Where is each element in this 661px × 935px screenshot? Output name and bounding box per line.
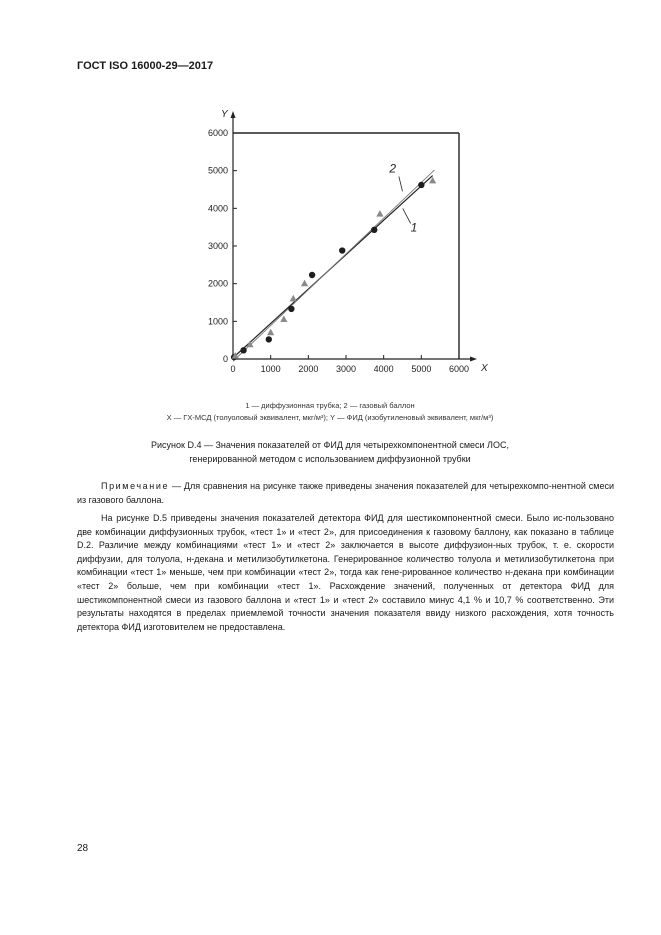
data-point-triangle [280,315,287,322]
x-tick-label: 2000 [298,364,319,374]
y-tick-label: 2000 [207,278,228,289]
y-axis-label: Y [221,109,228,120]
data-point-circle [371,227,377,233]
page-number: 28 [77,843,89,854]
y-tick-label: 1000 [207,316,228,327]
document-header: ГОСТ ISO 16000-29—2017 [77,60,214,72]
line-label-1: 1 [410,220,418,235]
data-point-circle [266,336,272,342]
line-label-2-leader [399,176,403,191]
fit-line-2 [233,170,435,361]
x-tick-label: 0 [230,364,236,374]
data-point-triangle [376,210,383,217]
figure-caption-line1: Рисунок D.4 — Значения показателей от ФИД для четырехкомпонентной смеси ЛОС, [151,440,509,450]
data-point-circle [240,347,246,353]
figure-legend-line2: X — ГХ-МСД (толуоловый эквивалент, мкг/м³); Y — ФИД (изобутиленовый эквивалент, мкг/м³) [166,413,494,422]
y-tick-label: 6000 [207,128,228,138]
x-tick-label: 5000 [411,364,432,374]
x-tick-label: 6000 [448,364,470,374]
data-point-triangle [290,295,297,302]
data-point-triangle [301,280,308,287]
data-points [231,177,436,360]
y-tick-label: 5000 [207,165,228,176]
figure-caption-line2: генерированной методом с использованием диффузионной трубки [189,454,471,464]
line-label-2: 2 [389,161,397,176]
axes [208,109,488,374]
fit-lines [233,162,435,362]
x-tick-label: 4000 [373,364,394,374]
note-text: — Для сравнения на рисунке также приведены значения показателей для четырехкомпо-нентной смеси из газового баллона. [77,481,614,505]
data-point-triangle [267,329,274,336]
x-axis-arrow [470,357,477,362]
x-axis-label: X [481,363,488,374]
body-paragraph: На рисунке D.5 приведены значения показателей детектора ФИД для шестикомпонентной смеси. Было ис-пользовано две комбинации диффузионных трубок, «тест 1» и «тест 2», для присоединения к газовому баллону, как показано в таблице D.2. Различие между комбинациями «тест 1» и «тест 2» заключается в высоте диффузион-ных трубок, т. е. скорости диффузии, для толуола, н-декана и метилизобутилкетона. Генерированное количество толуола и метилизобутилкетона при комбинации «тест 1» меньше, чем при комбинации «тест 2», тогда как гене-рированное количество н-декана при комбинации «тест 2» больше, чем при комбинации «тест 1». Расхождение значений, полученных от детектора ФИД для шестикомпонентной смеси из газового баллона и «тест 1» и «тест 2» составило минус 4,1 % и 10,7 % соответственно. Эти результаты находятся в пределах приемлемой точности значения показателя ввиду низкого расхождения, хотя точность детектора ФИД изготовителем не предоставлена. [77,513,614,632]
y-tick-label: 4000 [207,203,228,214]
y-axis-arrow [231,111,236,118]
line-label-1-leader [403,208,411,223]
x-tick-label: 3000 [335,364,357,374]
data-point-circle [309,272,315,278]
scatter-chart [195,100,495,385]
data-point-circle [288,306,294,312]
y-tick-label: 0 [222,354,228,364]
y-tick-label: 3000 [207,241,228,251]
figure-legend-line1: 1 — диффузионная трубка; 2 — газовый баллон [245,401,415,410]
x-tick-label: 1000 [260,364,281,374]
data-point-circle [418,182,424,188]
data-point-circle [339,247,345,253]
note-label: Примечание [101,481,170,491]
note-paragraph [77,480,614,507]
